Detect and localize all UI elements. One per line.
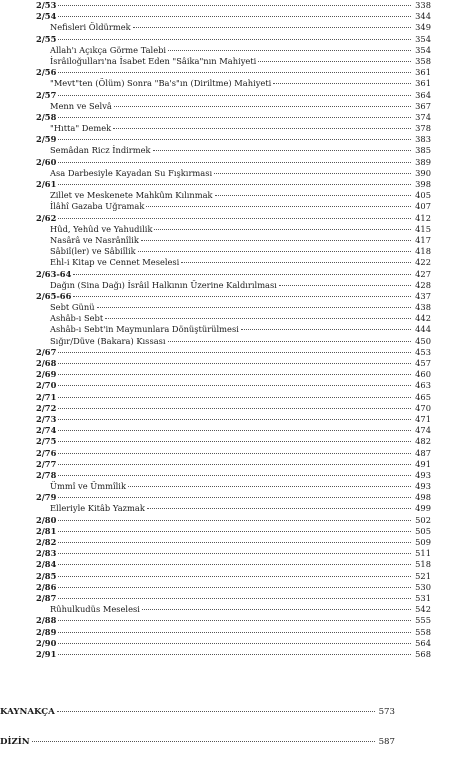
toc-entry-title: 2/83 — [36, 548, 57, 559]
toc-entry[interactable] — [36, 302, 431, 313]
toc-entry-page: 493 — [415, 469, 431, 480]
toc-section-heading[interactable] — [36, 414, 431, 425]
toc-entry-page: 530 — [415, 581, 431, 592]
leader-dots — [153, 150, 411, 151]
leader-dots — [58, 352, 411, 353]
toc-entry-page: 444 — [415, 324, 431, 335]
toc-entry-page: 407 — [415, 201, 431, 212]
toc-entry-dizin[interactable] — [0, 737, 395, 748]
leader-dots — [279, 285, 411, 286]
leader-dots — [58, 374, 411, 375]
toc-section-heading[interactable] — [36, 269, 431, 280]
toc-entry-title: 2/87 — [36, 592, 57, 603]
toc-entry-page: 374 — [415, 111, 431, 122]
toc-entry-page: 358 — [415, 55, 431, 66]
toc-entry-title: 2/67 — [36, 346, 57, 357]
toc-entry-page: 564 — [415, 637, 431, 648]
toc-section-heading[interactable] — [36, 515, 431, 526]
toc-entry-title: İsrâiloğulları'na İsabet Eden "Sâika"nın Mahiyeti — [50, 55, 257, 66]
toc-section-heading[interactable] — [36, 0, 431, 11]
toc-section-heading[interactable] — [36, 380, 431, 391]
toc-entry[interactable] — [36, 101, 431, 112]
leader-dots — [58, 587, 411, 588]
toc-entry-title: 2/70 — [36, 380, 57, 391]
toc-entry-title: 2/80 — [36, 514, 57, 525]
toc-entry[interactable] — [36, 481, 431, 492]
leader-dots — [138, 251, 411, 252]
toc-entry-title: 2/72 — [36, 402, 57, 413]
leader-dots — [58, 475, 411, 476]
toc-entry-title: 2/63-64 — [36, 268, 72, 279]
toc-entry-page: 349 — [415, 22, 431, 33]
leader-dots — [58, 497, 411, 498]
toc-entry-title: İlâhî Gazaba Uğramak — [50, 201, 145, 212]
toc-section-heading[interactable] — [36, 134, 431, 145]
toc-entry-title: Nefisleri Öldürmek — [50, 22, 131, 33]
toc-entry-page: 518 — [415, 559, 431, 570]
leader-dots — [58, 576, 411, 577]
toc-entry-title: 2/75 — [36, 436, 57, 447]
leader-dots — [58, 430, 411, 431]
toc-entry-page: 453 — [415, 346, 431, 357]
toc-entry-page: 450 — [415, 335, 431, 346]
toc-section-heading[interactable] — [36, 627, 431, 638]
toc-entry-title: "Hıtta" Demek — [50, 123, 112, 134]
toc-entry-page: 502 — [415, 514, 431, 525]
toc-section-heading[interactable] — [36, 615, 431, 626]
toc-section-heading[interactable] — [36, 369, 431, 380]
toc-entry[interactable] — [36, 190, 431, 201]
leader-dots — [58, 72, 411, 73]
toc-section-heading[interactable] — [36, 67, 431, 78]
toc-section-heading[interactable] — [36, 582, 431, 593]
leader-dots — [58, 218, 411, 219]
leader-dots — [113, 128, 411, 129]
leader-dots — [146, 206, 411, 207]
leader-dots — [58, 464, 411, 465]
leader-dots — [58, 419, 411, 420]
toc-entry-kaynakca[interactable] — [0, 707, 395, 718]
toc-entry[interactable] — [36, 257, 431, 268]
toc-entry-page: 505 — [415, 525, 431, 536]
toc-entry[interactable] — [36, 503, 431, 514]
leader-dots — [215, 195, 411, 196]
leader-dots — [168, 50, 411, 51]
toc-entry-page: 499 — [415, 503, 431, 514]
leader-dots — [58, 632, 411, 633]
toc-entry[interactable] — [36, 78, 431, 89]
toc-section-heading[interactable] — [36, 470, 431, 481]
toc-section-heading[interactable] — [36, 291, 431, 302]
toc-entry-page: 383 — [415, 134, 431, 145]
toc-entry-page: 498 — [415, 492, 431, 503]
toc-entry-title: Zillet ve Meskenete Mahkûm Kılınmak — [50, 190, 213, 201]
toc-entry-title: 2/76 — [36, 447, 57, 458]
toc-entry-title: 2/91 — [36, 648, 57, 659]
toc-entry-title: 2/88 — [36, 615, 57, 626]
toc-entry[interactable] — [36, 336, 431, 347]
toc-entry-page: 587 — [378, 737, 395, 747]
toc-entry-title: 2/82 — [36, 537, 57, 547]
toc-entry-page: 437 — [415, 290, 431, 301]
toc-entry-page: 542 — [415, 604, 431, 615]
toc-entry-title: Ashâb-ı Sebt'in Maymunlara Dönüştürülmesi — [50, 324, 239, 335]
toc-section-heading[interactable] — [36, 11, 431, 22]
toc-entry-page: 364 — [415, 89, 431, 100]
leader-dots — [97, 307, 411, 308]
toc-section-heading[interactable] — [36, 347, 431, 358]
toc-entry-page: 415 — [415, 223, 431, 234]
toc-entry-title: 2/53 — [36, 0, 57, 10]
toc-entry-title: Asa Darbesiyle Kayadan Su Fışkırması — [50, 167, 213, 178]
toc-entry-title: 2/69 — [36, 369, 57, 380]
leader-dots — [58, 654, 411, 655]
toc-entry-title: Allah'ı Açıkça Görme Talebi — [50, 44, 167, 55]
toc-entry-title: 2/89 — [36, 626, 57, 637]
leader-dots — [58, 408, 411, 409]
leader-dots — [141, 240, 411, 241]
toc-entry-title: Hûd, Yehûd ve Yahudilik — [50, 223, 153, 234]
toc-entry-title: Rûhulkudüs Meselesi — [50, 604, 140, 615]
leader-dots — [58, 520, 411, 521]
toc-entry-page: 427 — [415, 268, 431, 279]
toc-entry-page: 438 — [415, 302, 431, 313]
toc-entry[interactable] — [36, 224, 431, 235]
toc-entry-page: 442 — [415, 313, 431, 324]
toc-entry-page: 378 — [415, 123, 431, 134]
leader-dots — [58, 598, 411, 599]
toc-section-heading[interactable] — [36, 34, 431, 45]
toc-entry-title: "Mevt"ten (Ölüm) Sonra "Ba's"ın (Diriltme) Mahiyeti — [50, 78, 272, 89]
toc-entry-title: 2/71 — [36, 391, 57, 402]
toc-entry-title: 2/68 — [36, 358, 57, 368]
toc-section-heading[interactable] — [36, 593, 431, 604]
leader-dots — [58, 531, 411, 532]
leader-dots — [133, 27, 411, 28]
toc-entry-page: 474 — [415, 425, 431, 436]
leader-dots — [273, 83, 411, 84]
leader-dots — [58, 397, 411, 398]
toc-section-heading[interactable] — [36, 392, 431, 403]
leader-dots — [241, 329, 411, 330]
leader-dots — [58, 385, 411, 386]
toc-entry-title: Sâbiî(ler) ve Sâbiîlik — [50, 246, 136, 257]
leader-dots — [57, 711, 375, 712]
leader-dots — [58, 139, 411, 140]
toc-entry-title: Dağın (Sina Dağı) İsrâil Halkının Üzerine Kaldırılması — [50, 279, 277, 290]
leader-dots — [58, 620, 411, 621]
toc-section-heading[interactable] — [36, 649, 431, 660]
toc-entry-page: 389 — [415, 156, 431, 167]
toc-entry-page: 511 — [415, 548, 431, 559]
toc-entry[interactable] — [36, 313, 431, 324]
leader-dots — [154, 229, 411, 230]
toc-entry-page: 465 — [415, 391, 431, 402]
leader-dots — [214, 173, 411, 174]
leader-dots — [58, 363, 411, 364]
toc-entry[interactable] — [36, 145, 431, 156]
toc-entry-page: 338 — [415, 0, 431, 10]
toc-entry-page: 367 — [415, 100, 431, 111]
toc-section-heading[interactable] — [36, 526, 431, 537]
toc-section-heading[interactable] — [36, 492, 431, 503]
leader-dots — [168, 341, 411, 342]
toc-entry[interactable] — [36, 45, 431, 56]
toc-section-heading[interactable] — [36, 638, 431, 649]
toc-entry-title: Sığır/Düve (Bakara) Kıssası — [50, 335, 166, 346]
toc-entry-title: 2/55 — [36, 33, 57, 44]
toc-entry-page: 463 — [415, 380, 431, 391]
toc-entry-title: 2/56 — [36, 67, 57, 78]
toc-section-heading[interactable] — [36, 459, 431, 470]
toc-entry[interactable] — [36, 56, 431, 67]
toc-entry[interactable] — [36, 604, 431, 615]
toc-entry-title: Ümmî ve Ümmîlik — [50, 481, 126, 492]
toc-section-heading[interactable] — [36, 112, 431, 123]
leader-dots — [58, 5, 411, 6]
toc-entry-title: 2/79 — [36, 492, 57, 503]
leader-dots — [58, 441, 411, 442]
leader-dots — [58, 162, 411, 163]
toc-section-heading[interactable] — [36, 548, 431, 559]
toc-section-heading[interactable] — [36, 537, 431, 548]
toc-entry-title: Semâdan Ricz İndirmek — [50, 145, 151, 156]
toc-section-heading[interactable] — [36, 403, 431, 414]
toc-entry-page: 509 — [415, 537, 431, 547]
toc-section-heading[interactable] — [36, 90, 431, 101]
leader-dots — [58, 39, 411, 40]
leader-dots — [58, 542, 411, 543]
toc-entry-title: 2/58 — [36, 111, 57, 122]
toc-entry-title: DİZİN — [0, 737, 30, 747]
toc-entry[interactable] — [36, 168, 431, 179]
toc-entry-title: 2/54 — [36, 11, 57, 22]
toc-entry-page: 487 — [415, 447, 431, 458]
leader-dots — [128, 486, 411, 487]
leader-dots — [58, 117, 411, 118]
toc-section-heading[interactable] — [36, 358, 431, 369]
toc-entry[interactable] — [36, 123, 431, 134]
toc-entry-page: 471 — [415, 413, 431, 424]
toc-entry-title: Ehl-i Kitap ve Cennet Meselesi — [50, 257, 180, 268]
toc-entry-page: 385 — [415, 145, 431, 156]
toc-entry-title: Nasârâ ve Nasrânîlik — [50, 234, 139, 245]
leader-dots — [105, 318, 411, 319]
toc-entry-title: 2/57 — [36, 89, 57, 100]
toc-entry[interactable] — [36, 280, 431, 291]
toc-entry-title: 2/65-66 — [36, 290, 72, 301]
toc-entry-title: Elleriyle Kitâb Yazmak — [50, 503, 145, 514]
toc-entry[interactable] — [36, 201, 431, 212]
leader-dots — [32, 741, 375, 742]
leader-dots — [258, 61, 411, 62]
toc-entry-title: 2/77 — [36, 458, 57, 469]
toc-entry-page: 573 — [378, 707, 395, 717]
toc-entry[interactable] — [36, 235, 431, 246]
leader-dots — [147, 508, 411, 509]
table-of-contents — [36, 0, 431, 660]
toc-entry-page: 568 — [415, 648, 431, 659]
toc-entry-page: 354 — [415, 33, 431, 44]
toc-section-heading[interactable] — [36, 448, 431, 459]
leader-dots — [58, 95, 411, 96]
toc-entry-page: 412 — [415, 212, 431, 223]
toc-entry-title: Menn ve Selvâ — [50, 100, 112, 111]
toc-entry-page: 558 — [415, 626, 431, 637]
leader-dots — [58, 453, 411, 454]
toc-entry-page: 555 — [415, 615, 431, 626]
toc-section-heading[interactable] — [36, 157, 431, 168]
toc-entry[interactable] — [36, 246, 431, 257]
toc-entry[interactable] — [36, 324, 431, 335]
leader-dots — [73, 296, 411, 297]
toc-entry-page: 405 — [415, 190, 431, 201]
leader-dots — [58, 16, 411, 17]
toc-entry-page: 344 — [415, 11, 431, 22]
toc-entry-title: 2/59 — [36, 134, 57, 145]
toc-entry-title: 2/78 — [36, 469, 57, 480]
leader-dots — [142, 609, 411, 610]
toc-entry-page: 482 — [415, 436, 431, 447]
toc-entry-page: 361 — [415, 78, 431, 89]
toc-entry[interactable] — [36, 22, 431, 33]
toc-entry-title: 2/86 — [36, 581, 57, 592]
toc-entry-title: 2/74 — [36, 425, 57, 436]
leader-dots — [58, 643, 411, 644]
toc-entry-page: 422 — [415, 257, 431, 268]
toc-entry-title: Ashâb-ı Sebt — [50, 313, 104, 324]
toc-entry-title: 2/81 — [36, 525, 57, 536]
toc-section-heading[interactable] — [36, 559, 431, 570]
leader-dots — [73, 274, 411, 275]
leader-dots — [58, 564, 411, 565]
leader-dots — [58, 184, 411, 185]
toc-entry-page: 470 — [415, 402, 431, 413]
toc-entry-page: 460 — [415, 369, 431, 380]
toc-entry-title: 2/61 — [36, 179, 57, 189]
toc-entry-page: 398 — [415, 179, 431, 189]
toc-entry-title: 2/60 — [36, 156, 57, 167]
toc-entry-title: 2/85 — [36, 570, 57, 581]
toc-section-heading[interactable] — [36, 571, 431, 582]
toc-section-heading[interactable] — [36, 425, 431, 436]
toc-entry-page: 521 — [415, 570, 431, 581]
toc-entry-title: Sebt Günü — [50, 302, 95, 313]
toc-entry-page: 390 — [415, 167, 431, 178]
toc-entry-title: KAYNAKÇA — [0, 707, 55, 717]
toc-entry-page: 491 — [415, 458, 431, 469]
toc-entry-page: 418 — [415, 246, 431, 257]
leader-dots — [58, 553, 411, 554]
toc-entry-title: 2/90 — [36, 637, 57, 648]
toc-entry-page: 417 — [415, 234, 431, 245]
toc-section-heading[interactable] — [36, 213, 431, 224]
toc-entry-page: 428 — [415, 279, 431, 290]
toc-section-heading[interactable] — [36, 436, 431, 447]
leader-dots — [114, 106, 411, 107]
toc-entry-page: 361 — [415, 67, 431, 78]
toc-entry-page: 493 — [415, 481, 431, 492]
toc-entry-page: 354 — [415, 44, 431, 55]
leader-dots — [181, 262, 411, 263]
toc-entry-title: 2/84 — [36, 559, 57, 570]
toc-section-heading[interactable] — [36, 179, 431, 190]
toc-entry-title: 2/62 — [36, 212, 57, 223]
toc-entry-page: 457 — [415, 358, 431, 368]
toc-entry-title: 2/73 — [36, 413, 57, 424]
toc-entry-page: 531 — [415, 592, 431, 603]
